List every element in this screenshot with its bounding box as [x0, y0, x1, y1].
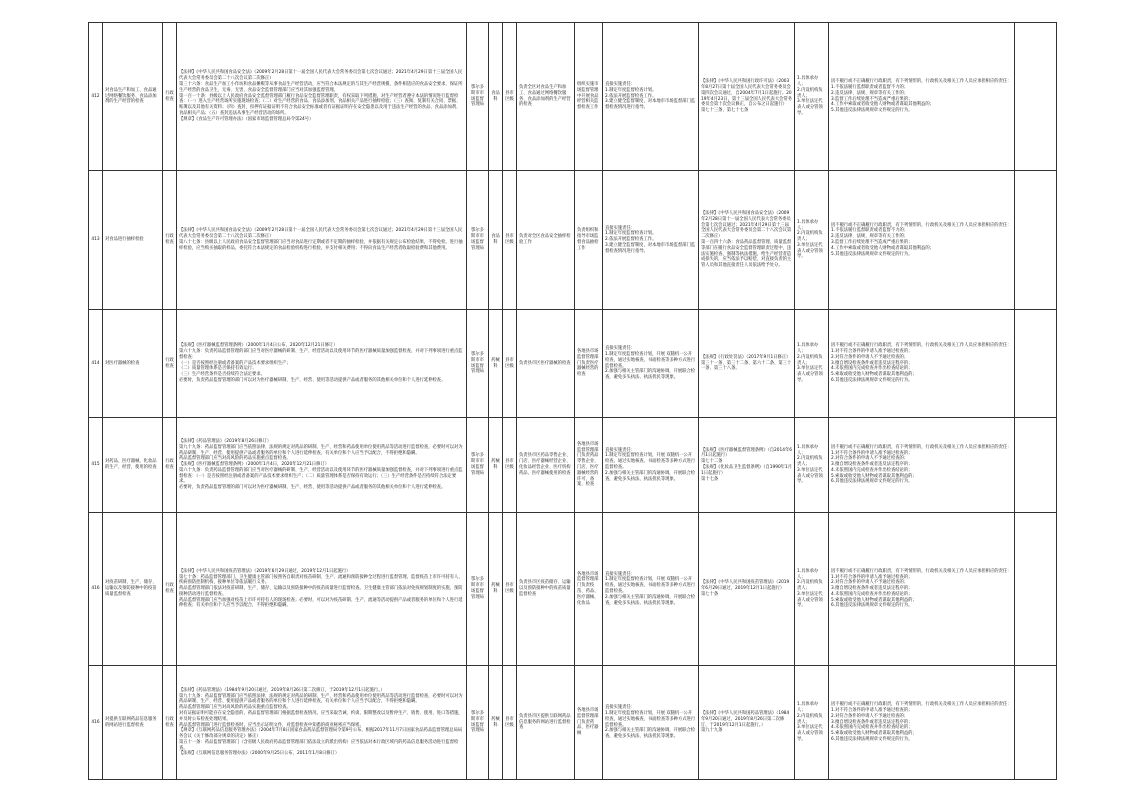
internal-unit: 药械科 [489, 513, 503, 666]
implementing-org: 鄂尔多斯市市场监督管理局 [467, 23, 489, 171]
liability-circumstances: 因不履行或不正确履行行政职责，有下列情形的，行政机关及相关工作人员应承担相应的责任： 1.对不符合条件的申请人准予通过检查的； 2.对符合条件的申请人不予通过检查的； 3.擅自增设检查条件或者违反法定程序的； 4.未依照国内完成检查并作出检查结论的； 5.索取或收受他人财物或者谋取其他利益的； 6.其他违反法律法规规章文件规定的行为。 [829, 310, 1015, 418]
responsible-subject: 1.具体承办人； 2.内设机构负责人； 3.单位法定代表人或分管领导。 [795, 310, 829, 418]
responsibility-items: 直接实施责任： 1.制定年度监督检查计划，开展 双随机一公开 检查，通过实地核查、书面检查等多种方式进行监督检查。 2.加强与相关主管部门的沟通协调，开展联合检查，避免多头执法、执法扰民等现象。 [603, 513, 699, 666]
responsibility-items: 直接实施责任： 1.制定年度监督检查计划。 2.依法开展监督检查工作。 3.建立健全监督制度，对本地市市场监督部门监督检查情况进行指导。 [603, 23, 699, 171]
legal-basis: 【法律】《药品管理法》（1984年9月20日通过，2019年8月26日第二次修订，于2019年12月1日起施行。） 第九十九条：药品监督管理部门应当依照法律、法规的规定对药品的研制、生产、经营和药品使用单位使用药品等活动进行监督检查，必要时可以对为药品研制、生产、经营、使用提供产品或者服务的单位和个人进行延伸检查，有关单位和个人应当予以配合，不得拒绝和隐瞒。 药品监督管理部门应当对高风险的药品实施重点监督检查。 对有证据证明可能存在安全隐患的，药品监督管理部门根据监督检查情况，应当采取告诫、约谈、限期整改以及暂停生产、销售、使用、进口等措施，并及时公布检查处理结果。 药品监督管理部门进行监督检查时，应当出示证明文件，对监督检查中知悉的商业秘密应当保密。 【规章】《互联网药品信息服务管理办法》（2004年7月8日国家食品药品监督管理局令第9号公布，根据2017年11月7日国家食品药品监督管理总局局务会议《关于修改部分规章的决定》修正） 第五十一条：药品监督管理部门（含省级人民政府药品监督管理部门依法设立的派出机构）应当依法对本行政区域内的药品信息服务活动进行监督检查。 【法规】《互联网信息服务管理办法》（2000年9月25日公布，2011年1月8日修订） [177, 666, 467, 780]
inspection-table [88, 22, 1057, 780]
accountability-basis: 【法规】《行政处罚法》（2017年9月1日修正） 第三十一条、第三十二条、第六十二条、第三十一条、第三十八条。 [699, 310, 795, 418]
table-row [89, 418, 1057, 513]
implementing-org: 鄂尔多斯市市场监督管理局 [467, 513, 489, 666]
row-number: 414 [89, 310, 103, 418]
table-row [89, 666, 1057, 780]
responsible-dept: 各地县市场监督管理部门负责医疗器械经营的检查 [575, 310, 603, 418]
responsible-dept: 各地县市场监督管理部门负责药品零售企业、门店、医疗器械经营的许可、备案、检查 [575, 418, 603, 513]
responsibility-items: 直接实施责任： 1.制定年度监督检查计划，开展 双随机一公开 检查，通过实地核查、书面检查等多种方式进行监督检查。 2.加强与相关主管部门的沟通协调，开展联合检查，避免多头执法、执法扰民等现象。 [603, 310, 699, 418]
remarks [1015, 310, 1057, 418]
duty-scope: 负责县市区提供互联网药品信息服务的网站进行监督检查 [517, 666, 575, 780]
responsible-subject: 1.具体承办人； 2.内设机构负责人； 3.单位法定代表人或分管领导。 [795, 23, 829, 171]
admin-level: 县市区级 [503, 666, 517, 780]
table-row [89, 310, 1057, 418]
legal-basis: 【法律】《中华人民共和国疫苗管理法》（2019年6月29日通过，2019年12月1日起施行） 第七十条：药品监督管理部门、卫生健康主管部门按照各自职责对疫苗研制、生产、流通和预防接种全过程进行监督管理，监督疫苗上市许可持有人、疾病预防控制机构、接种单位等依法履行义务。 药品监督管理部门依法对疫苗研制、生产、储存、运输以及预防接种中的疫苗质量进行监督检查。卫生健康主管部门依法对免疫规划制度的实施、预防接种活动进行监督检查。 药品监督管理部门应当加强对疫苗上市许可持有人的现场检查；必要时，可以对为疫苗研制、生产、流通等活动提供产品或者服务的单位和个人进行延伸检查；有关单位和个人应当予以配合，不得拒绝和隐瞒。 [177, 513, 467, 666]
row-number: 416 [89, 513, 103, 666]
accountability-basis: 【法律】《中华人民共和国疫苗管理法》（2019年6月29日通过，2019年12月1日起施行） 第七十条 [699, 513, 795, 666]
item-type: 行政检查 [163, 513, 177, 666]
responsibility-items: 直接实施责任： 1.制定年度监督检查计划，开展 双随机一公开 检查，通过实地核查、书面检查等多种方式进行监督检查。 2.加强与相关主管部门的沟通协调，开展联合检查，避免多头执法、执法扰民等现象。 [603, 418, 699, 513]
item-name: 对疫苗研制、生产、储存、运输以及预防接种中的疫苗质量监督检查 [103, 513, 163, 666]
item-type: 行政检查 [163, 23, 177, 171]
legal-basis: 【法律】《中华人民共和国食品安全法》（2009年2月28日第十一届全国人民代表大会常务委员会第七次会议通过；2021年4月29日第十三届全国人民代表大会常务委员会第二十八次会议第二次修正） 第三十六条：食品生产加工小作坊和食品摊贩等从事食品生产经营活动，应当符合本法规定的与其生产经营规模、条件相适应的食品安全要求，保证所生产经营的食品卫生、无毒、无害，食品安全监督管理部门应当对其加强监督管理。 第一百一十条：县级以上人民政府食品安全监督管理部门履行食品安全监督管理职责，有权采取下列措施，对生产经营者遵守本法的情况进行监督检查：（一）进入生产经营场所实施现场检查；（二）对生产经营的食品、食品添加剂、食品相关产品进行抽样检验；（三）查阅、复制有关合同、票据、账簿以及其他有关资料；（四）查封、扣押有证据证明不符合食品安全标准或者有证据证明存在安全隐患以及用于违法生产经营的食品、食品添加剂、食品相关产品；（五）查封违法从事生产经营活动的场所。 【规章】《食品生产许可管理办法》（国家市场监督管理总局令第24号） [177, 23, 467, 171]
responsibility-items: 直接实施责任： 1.制定年度监督检查计划。 2.依法开展监督检查工作。 3.建立健全监督制度，对本地市市场监督部门监督检查情况进行指导。 [603, 171, 699, 310]
table-row [89, 513, 1057, 666]
admin-level: 县市区级 [503, 171, 517, 310]
item-type: 行政检查 [163, 418, 177, 513]
internal-unit: 药械科 [489, 418, 503, 513]
duty-scope: 负责全区对食品生产和加工、食品通过网络餐饮服务、食品添加剂的生产经营的检查 [517, 23, 575, 171]
responsible-dept: 组织实施市场监督管理中开展食品经营相关监督检查工作 [575, 23, 603, 171]
implementing-org: 鄂尔多斯市市场监督管理局 [467, 666, 489, 780]
item-name: 对提供互联网药品信息服务的网站进行监督检查 [103, 666, 163, 780]
duty-scope: 负责县市区疫苗储存、运输以及预防接种中的疫苗质量监督检查 [517, 513, 575, 666]
liability-circumstances: 因不履行或不正确履行行政职责，有下列情形的，行政机关及相关工作人员应承担相应的责任： 1.对不符合条件的申请人准予通过检查的； 2.对符合条件的申请人不予通过检查的； 3.擅自增设检查条件或者违反法定程序的； 4.未依照国内完成检查并作出检查结论的； 5.索取或收受他人财物或者谋取其他利益的； 6.其他违反法律法规规章文件规定的行为。 [829, 418, 1015, 513]
duty-scope: 负责对全区食品安全抽样检验工作 [517, 171, 575, 310]
accountability-basis: 【法规】《医疗器械监督管理条例》（自2014年6月1日起施行） 第七十二条 【法规】《化妆品卫生监督条例》（自1990年1月1日起施行） 第十七条 [699, 418, 795, 513]
responsible-subject: 1.具体承办人； 2.内设机构负责人； 3.单位法定代表人或分管领导。 [795, 171, 829, 310]
item-name: 对医疗器械的检查 [103, 310, 163, 418]
responsibility-items: 直接实施责任： 1.制定年度监督检查计划，开展 双随机一公开 检查，通过实地核查、书面检查等多种方式进行监督检查。 2.加强与相关主管部门的沟通协调，开展联合检查，避免多头执法、执法扰民等现象。 [603, 666, 699, 780]
accountability-basis: 【法律】《中华人民共和国食品安全法》（2009年2月28日第十一届全国人民代表大会常务委员会第七次会议通过；2021年4月29日第十三届全国人民代表大会常务委员会第二十八次会议第二次修正） 第一百四十六条：食品药品监督管理、质量监督等部门在履行食品安全监督管理职责过程中，违法实施检查、强制等执法措施，给生产经营者造成损失的，应当依法予以赔偿，对直接负责的主管人员和其他直接责任人员依法给予处分。 [699, 171, 795, 310]
table-row [89, 171, 1057, 310]
responsible-dept: 各地县市场监督管理部门负责药品、医疗器械 [575, 666, 603, 780]
row-number: 412 [89, 23, 103, 171]
legal-basis: 【法规】《医疗器械监督管理条例》（2000年1月4日公布，2020年12月21日修订） 第六十九条：负责药品监督管理的部门应当对医疗器械的研制、生产、经营活动以及使用环节的医疗器械质量加强监督检查，并对下列事项进行重点监督检查： （一）是否按照经注册或者备案的产品技术要求组织生产； （二）质量管理体系是否保持有效运行； （三）生产经营条件是否持续符合法定要求。 必要时，负责药品监督管理的部门可以对为医疗器械研制、生产、经营、使用等活动提供产品或者服务的其他相关单位和个人进行延伸检查。 [177, 310, 467, 418]
table-row [89, 23, 1057, 171]
admin-level: 县市区级 [503, 418, 517, 513]
remarks [1015, 666, 1057, 780]
remarks [1015, 171, 1057, 310]
accountability-basis: 【法律】《中华人民共和国行政许可法》（2003年8月27日第十届全国人民代表大会常务委员会第四次会议通过，自2004年7月1日起施行。2019年4月23日，第十三届全国人民代表大会常务委员会第十次会议修正，自公布之日起施行） 第七十三条、第七十七条 [699, 23, 795, 171]
liability-circumstances: 因不履行或不正确履行行政职责，有下列情形的，行政机关及相关工作人员应承担相应的责任： 1.不依法履行监督职责或者监督不力的； 2.违反法律、法规、规章等有关工作的； 3.监督工作后续处理不当造成严重后果的； 4.工作中索取或者收受他人财物或者谋取其他利益的； 5.其他违反法律法规规章文件规定的行为。 [829, 23, 1015, 171]
item-name: 对食品生产和加工、食品通过网络餐饮服务、食品添加剂的生产经营的检查 [103, 23, 163, 171]
liability-circumstances: 因不履行或不正确履行行政职责，有下列情形的，行政机关及相关工作人员应承担相应的责任： 1.不依法履行监督职责或者监督不力的； 2.违反法律、法规、规章等有关工作的； 3.监督工作后续处理不当造成严重后果的； 4.工作中索取或者收受他人财物或者谋取其他利益的； 5.其他违反法律法规规章文件规定的行为。 [829, 171, 1015, 310]
item-type: 行政检查 [163, 310, 177, 418]
item-type: 行政检查 [163, 171, 177, 310]
internal-unit: 食品科 [489, 23, 503, 171]
legal-basis: 【法律】《中华人民共和国食品安全法》（2009年2月28日第十一届全国人民代表大会常务委员会第七次会议通过；2021年4月29日第十三届全国人民代表大会常务委员会第二十八次会议第二次修正） 第八十七条：县级以上人民政府食品安全监督管理部门应当对食品进行定期或者不定期的抽样检验，并依据有关规定公布检验结果，不得免检。进行抽样检验，应当购买抽取的样品，委托符合本法规定的食品检验机构进行检验，并支付相关费用；不得向食品生产经营者收取检验费和其他费用。 [177, 171, 467, 310]
row-number: 413 [89, 171, 103, 310]
internal-unit: 食品科 [489, 171, 503, 310]
implementing-org: 鄂尔多斯市市场监督管理局 [467, 171, 489, 310]
responsible-subject: 1.具体承办人； 2.内设机构负责人； 3.单位法定代表人或分管领导。 [795, 513, 829, 666]
duty-scope: 负责县市区医疗器械的检查 [517, 310, 575, 418]
responsible-subject: 1.具体承办人； 2.内设机构负责人； 3.单位法定代表人或分管领导。 [795, 418, 829, 513]
accountability-basis: 【法律】《中华人民共和国药品管理法》（1984年9月20日通过，2019年8月26日第二次修订，于2019年12月1日起施行。） 第九十九条 [699, 666, 795, 780]
row-number: 415 [89, 418, 103, 513]
implementing-org: 鄂尔多斯市市场监督管理局 [467, 418, 489, 513]
remarks [1015, 418, 1057, 513]
remarks [1015, 23, 1057, 171]
liability-circumstances: 因不履行或不正确履行行政职责，有下列情形的，行政机关及相关工作人员应承担相应的责任： 1.对不符合条件的申请人准予通过检查的； 2.对符合条件的申请人不予通过检查的； 3.擅自增设检查条件或者违反法定程序的； 4.未依照国内完成检查并作出检查结论的； 5.索取或收受他人财物或者谋取其他利益的； 6.其他违反法律法规规章文件规定的行为。 [829, 513, 1015, 666]
duty-scope: 负责县市区药品零售企业、门店、医疗器械经营企业、化妆品经营企业、医疗机构药品、医疗器械使用的检查 [517, 418, 575, 513]
legal-basis: 【法律】《药品管理法》（2019年8月26日修订） 第九十九条：药品监督管理部门应当依照法律、法规的规定对药品的研制、生产、经营和药品使用单位使用药品等活动进行监督检查，必要时可以对为药品研制、生产、经营、使用提供产品或者服务的单位和个人进行延伸检查，有关单位和个人应当予以配合，不得拒绝和隐瞒。 药品监督管理部门应当对高风险的药品实施重点监督检查。 【法规】《医疗器械监督管理条例》（2000年1月4日，2020年12月21日修订） 第六十九条：负责药品监督管理的部门应当对医疗器械的研制、生产、经营活动以及使用环节的医疗器械质量加强监督检查，并对下列事项进行重点监督检查：（一）是否按照经注册或者备案的产品技术要求组织生产；（二）质量管理体系是否保持有效运行；（三）生产经营条件是否持续符合法定要求。 必要时，负责药品监督管理的部门可以对为医疗器械研制、生产、经营、使用等活动提供产品或者服务的其他相关单位和个人进行延伸检查。 [177, 418, 467, 513]
implementing-org: 鄂尔多斯市市场监督管理局 [467, 310, 489, 418]
remarks [1015, 513, 1057, 666]
liability-circumstances: 因不履行或不正确履行行政职责，有下列情形的，行政机关及相关工作人员应承担相应的责任： 1.对不符合条件的申请人准予通过检查的； 2.对符合条件的申请人不予通过检查的； 3.擅自增设检查条件或者违反法定程序的； 4.未依照国内完成检查并作出检查结论的； 5.索取或收受他人财物或者谋取其他利益的； 6.其他违反法律法规规章文件规定的行为。 [829, 666, 1015, 780]
item-name: 对药品、医疗器械、化妆品的生产、经营、使用的检查 [103, 418, 163, 513]
internal-unit: 药械科 [489, 666, 503, 780]
item-name: 对食品进行抽样检验 [103, 171, 163, 310]
responsible-dept: 负责组织和指导市场监督食品抽检工作 [575, 171, 603, 310]
responsible-subject: 1.具体承办人； 2.内设机构负责人； 3.单位法定代表人或分管领导。 [795, 666, 829, 780]
item-type: 行政检查 [163, 666, 177, 780]
admin-level: 县市区级 [503, 310, 517, 418]
admin-level: 县市区级 [503, 23, 517, 171]
admin-level: 县市区级 [503, 513, 517, 666]
row-number: 416 [89, 666, 103, 780]
internal-unit: 药械科 [489, 310, 503, 418]
responsible-dept: 各地县市场监督管理部门负责疫苗、药品、医疗器械、化妆品 [575, 513, 603, 666]
